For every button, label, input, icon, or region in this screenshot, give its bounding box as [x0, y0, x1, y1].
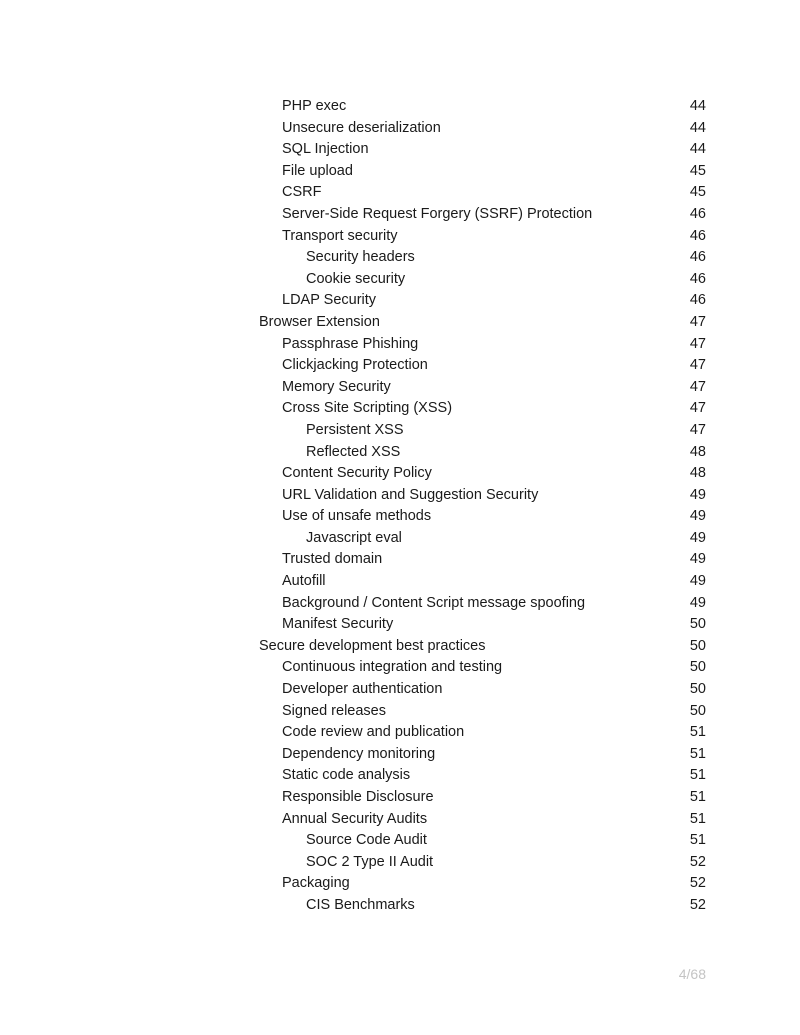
toc-entry-title: Use of unsafe methods — [282, 508, 432, 525]
toc-entry-title: Code review and publication — [282, 724, 465, 741]
toc-entry-page: 51 — [689, 724, 706, 741]
toc-entry[interactable] — [0, 355, 800, 377]
toc-entry-title: Annual Security Audits — [282, 810, 428, 827]
toc-entry[interactable] — [0, 247, 800, 269]
toc-entry[interactable] — [0, 722, 800, 744]
toc-entry[interactable] — [0, 96, 800, 118]
toc-entry[interactable] — [0, 895, 800, 917]
toc-entry[interactable] — [0, 679, 800, 701]
toc-entry-page: 47 — [689, 335, 706, 352]
toc-entry[interactable] — [0, 765, 800, 787]
toc-entry[interactable] — [0, 182, 800, 204]
toc-entry[interactable] — [0, 528, 800, 550]
toc-entry[interactable] — [0, 744, 800, 766]
toc-entry-page: 47 — [689, 357, 706, 374]
toc-entry-title: Packaging — [282, 875, 350, 892]
toc-entry-title: Background / Content Script message spoofing — [282, 594, 586, 611]
toc-entry-title: Developer authentication — [282, 681, 443, 698]
table-of-contents — [0, 96, 800, 917]
toc-entry-page: 50 — [689, 702, 706, 719]
page-number: 4/68 — [678, 966, 706, 982]
toc-entry-page: 49 — [689, 508, 706, 525]
toc-entry-title: Static code analysis — [282, 767, 411, 784]
toc-entry-page: 45 — [689, 184, 706, 201]
toc-entry-title: Transport security — [282, 227, 398, 244]
toc-entry-page: 49 — [689, 529, 706, 546]
toc-entry[interactable] — [0, 377, 800, 399]
toc-entry-page: 44 — [689, 141, 706, 158]
toc-entry[interactable] — [0, 571, 800, 593]
toc-entry-title: SQL Injection — [282, 141, 369, 158]
toc-entry-page: 47 — [689, 313, 706, 330]
toc-entry-page: 52 — [689, 875, 706, 892]
toc-entry-title: Javascript eval — [306, 529, 402, 546]
toc-entry-title: URL Validation and Suggestion Security — [282, 486, 539, 503]
toc-entry-page: 51 — [689, 810, 706, 827]
toc-entry-page: 52 — [689, 853, 706, 870]
toc-entry[interactable] — [0, 420, 800, 442]
toc-entry[interactable] — [0, 809, 800, 831]
toc-entry-title: Server-Side Request Forgery (SSRF) Protection — [282, 205, 593, 222]
toc-entry[interactable] — [0, 830, 800, 852]
toc-entry-page: 46 — [689, 249, 706, 266]
toc-entry-page: 51 — [689, 832, 706, 849]
toc-entry-title: Browser Extension — [259, 313, 380, 330]
toc-entry-page: 47 — [689, 421, 706, 438]
toc-entry-title: Manifest Security — [282, 616, 394, 633]
toc-entry-page: 46 — [689, 205, 706, 222]
toc-entry[interactable] — [0, 139, 800, 161]
toc-entry[interactable] — [0, 593, 800, 615]
toc-entry-page: 46 — [689, 227, 706, 244]
toc-entry-title: Cross Site Scripting (XSS) — [282, 400, 453, 417]
toc-entry-title: Secure development best practices — [259, 637, 486, 654]
toc-entry-title: Memory Security — [282, 378, 391, 395]
toc-entry-title: Autofill — [282, 573, 326, 590]
toc-entry[interactable] — [0, 161, 800, 183]
toc-entry-title: Source Code Audit — [306, 832, 427, 849]
toc-entry[interactable] — [0, 226, 800, 248]
toc-entry-page: 52 — [689, 896, 706, 913]
toc-entry-title: CSRF — [282, 184, 322, 201]
toc-entry[interactable] — [0, 787, 800, 809]
toc-entry-page: 49 — [689, 573, 706, 590]
toc-entry[interactable] — [0, 873, 800, 895]
toc-entry-page: 50 — [689, 681, 706, 698]
toc-entry-page: 48 — [689, 443, 706, 460]
toc-entry[interactable] — [0, 398, 800, 420]
toc-entry[interactable] — [0, 463, 800, 485]
toc-entry-title: Responsible Disclosure — [282, 789, 434, 805]
toc-entry-title: Clickjacking Protection — [282, 357, 428, 374]
toc-entry-title: Persistent XSS — [306, 421, 404, 438]
toc-entry-page: 46 — [689, 270, 706, 287]
toc-entry-title: Signed releases — [282, 702, 386, 719]
toc-entry[interactable] — [0, 290, 800, 312]
toc-entry-title: Unsecure deserialization — [282, 119, 441, 136]
toc-entry-page: 51 — [689, 789, 706, 805]
toc-entry-page: 48 — [689, 465, 706, 482]
toc-entry-page: 49 — [689, 594, 706, 611]
toc-entry-page: 50 — [689, 616, 706, 633]
toc-entry[interactable] — [0, 442, 800, 464]
toc-entry[interactable] — [0, 118, 800, 140]
toc-entry[interactable] — [0, 636, 800, 658]
toc-entry-page: 51 — [689, 745, 706, 762]
toc-entry-title: Continuous integration and testing — [282, 659, 503, 676]
toc-entry[interactable] — [0, 506, 800, 528]
toc-entry-page: 45 — [689, 162, 706, 179]
toc-entry-page: 51 — [689, 767, 706, 784]
toc-entry[interactable] — [0, 852, 800, 874]
toc-entry-page: 49 — [689, 551, 706, 568]
toc-entry-title: File upload — [282, 162, 353, 179]
toc-entry-title: Passphrase Phishing — [282, 335, 419, 352]
toc-entry[interactable] — [0, 312, 800, 334]
toc-entry-page: 50 — [689, 659, 706, 676]
toc-entry[interactable] — [0, 701, 800, 723]
toc-entry-title: SOC 2 Type II Audit — [306, 853, 434, 870]
toc-entry-title: Cookie security — [306, 270, 406, 287]
toc-entry-title: Security headers — [306, 249, 415, 266]
toc-entry-title: Trusted domain — [282, 551, 383, 568]
toc-entry-page: 50 — [689, 637, 706, 654]
toc-entry-title: PHP exec — [282, 98, 347, 114]
toc-entry-title: Content Security Policy — [282, 465, 432, 482]
toc-entry[interactable] — [0, 549, 800, 571]
toc-entry-page: 46 — [689, 292, 706, 309]
toc-entry-title: LDAP Security — [282, 292, 377, 309]
toc-entry[interactable] — [0, 485, 800, 507]
toc-entry-page: 49 — [689, 486, 706, 503]
toc-entry-page: 44 — [689, 119, 706, 136]
toc-entry-page: 47 — [689, 400, 706, 417]
toc-entry[interactable] — [0, 204, 800, 226]
toc-entry-page: 44 — [689, 98, 706, 114]
toc-entry[interactable] — [0, 614, 800, 636]
toc-entry[interactable] — [0, 269, 800, 291]
toc-entry-page: 47 — [689, 378, 706, 395]
toc-entry[interactable] — [0, 657, 800, 679]
toc-entry[interactable] — [0, 334, 800, 356]
toc-entry-title: Reflected XSS — [306, 443, 401, 460]
toc-entry-title: Dependency monitoring — [282, 745, 436, 762]
toc-entry-title: CIS Benchmarks — [306, 896, 415, 913]
